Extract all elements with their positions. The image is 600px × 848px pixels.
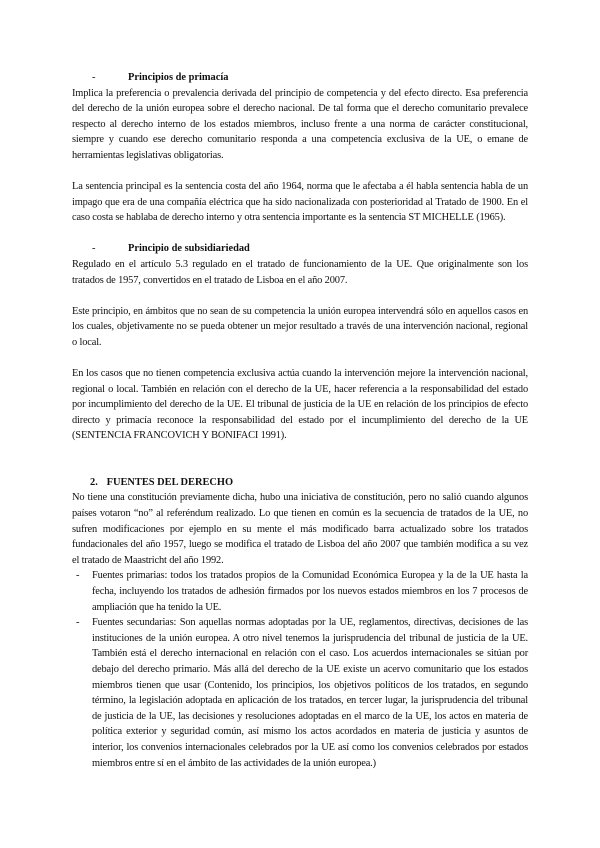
paragraph-fuentes-1: No tiene una constitución previamente dicha, hubo una iniciativa de constitución, pero no salió cuando algunos países votaron “no” al referéndum realizado. Lo que tienen en común es la secuencia de tratados de la UE, no sufren modificaciones por ejemplo en su mente el más modificado barra actualizado sobre los tratados fundacionales del año 1957, luego se modifica el tratado de Lisboa del año 2007 que también modifica a su vez el tratado de Maastricht del año 1992. — [72, 492, 528, 566]
bullet-dash: - — [76, 617, 80, 629]
heading-fuentes-derecho — [90, 475, 528, 491]
document-page — [72, 70, 528, 771]
heading-text: Principios de primacía — [128, 72, 229, 83]
heading-text: FUENTES DEL DERECHO — [106, 476, 234, 488]
bullet-dash: - — [92, 72, 96, 83]
bullet-dash: - — [92, 243, 96, 255]
fuentes-list — [72, 568, 528, 771]
paragraph-subsidiariedad-3: En los casos que no tienen competencia exclusiva actúa cuando la intervención mejore la intervención nacional, regional o local. También en relación con el derecho de la UE, hacer referencia a la responsabilidad del estado por incumplimiento del derecho de la UE. El tribunal de justicia de la UE en relación de los principios de efecto directo y primacía reconoce la responsabilidad del estado por el incumplimiento del derecho de la UE (SENTENCIA FRANCOVICH Y BONIFACI 1991). — [72, 367, 528, 442]
paragraph-subsidiariedad-1: Regulado en el artículo 5.3 regulado en el tratado de funcionamiento de la UE. Que originalmente son los tratados de 1957, convertidos en el tratado de Lisboa en el año 2007. — [72, 258, 528, 286]
list-item-fuentes-secundarias — [72, 615, 528, 771]
paragraph-subsidiariedad-2: Este principio, en ámbitos que no sean de su competencia la unión europea intervendrá sólo en aquellos casos en los cuales, objetivamente no se pueda obtener un mejor resultado a través de una intervención nacional, regional o local. — [72, 305, 528, 348]
heading-principios-primacia — [72, 70, 528, 86]
heading-principio-subsidiariedad — [72, 241, 528, 257]
list-item-fuentes-primarias — [72, 568, 528, 615]
paragraph-primacia-1: Implica la preferencia o prevalencia derivada del principio de competencia y del efecto directo. Esa preferencia del derecho de la unión europea sobre el derecho nacional. De tal forma que el derecho comunitario prevalece respecto al derecho interno de los estados miembros, incluso frente a una norma de carácter constitucional, siempre y cuando ese derecho comunitario responda a una competencia exclusiva de la UE, o emane de herramientas legislativas obligatorias. — [72, 87, 528, 161]
section-number: 2. — [90, 476, 98, 488]
list-item-text: Fuentes primarias: todos los tratados propios de la Comunidad Económica Europea y la de la UE hasta la fecha, incluyendo los tratados de adhesión firmados por los nuevos estados miembros en los 7 procesos de ampliación que ha tenido la UE. — [92, 570, 528, 613]
paragraph-primacia-2: La sentencia principal es la sentencia costa del año 1964, norma que le afectaba a él habla sentencia habla de un impago que era de una compañía eléctrica que ha sido nacionalizada con posterioridad al Tratado de 1900. En el caso costa se hablaba de derecho interno y otra sentencia importante es la sentencia ST MICHELLE (1965). — [72, 181, 528, 224]
heading-text: Principio de subsidiariedad — [128, 243, 250, 255]
bullet-dash: - — [76, 570, 80, 582]
list-item-text: Fuentes secundarias: Son aquellas normas adoptadas por la UE, reglamentos, directivas, decisiones de las instituciones de la unión europea. A otro nivel tenemos la jurisprudencia del tribunal de justicia de la UE. También está el derecho internacional en relación con el caso. Los acuerdos internacionales se sitúan por debajo del derecho primario. Más allá del derecho de la UE existe un acervo comunitario que los estados miembros tienen que usar (Contenido, los principios, los objetivos políticos de los tratados, en segundo término, la legislación adoptada en aplicación de los tratados, en tercer lugar, la jurisprudencia del tribunal de justicia de la UE, las decisiones y resoluciones adoptadas en el marco de la UE, los actos en materia de política exterior y seguridad común, así mismo los actos acordados en materia de justicia y asuntos de interior, los convenios internacionales celebrados por la UE así como los convenios celebrados por estados miembros entre sí en el ámbito de las actividades de la unión europea.) — [92, 617, 528, 769]
